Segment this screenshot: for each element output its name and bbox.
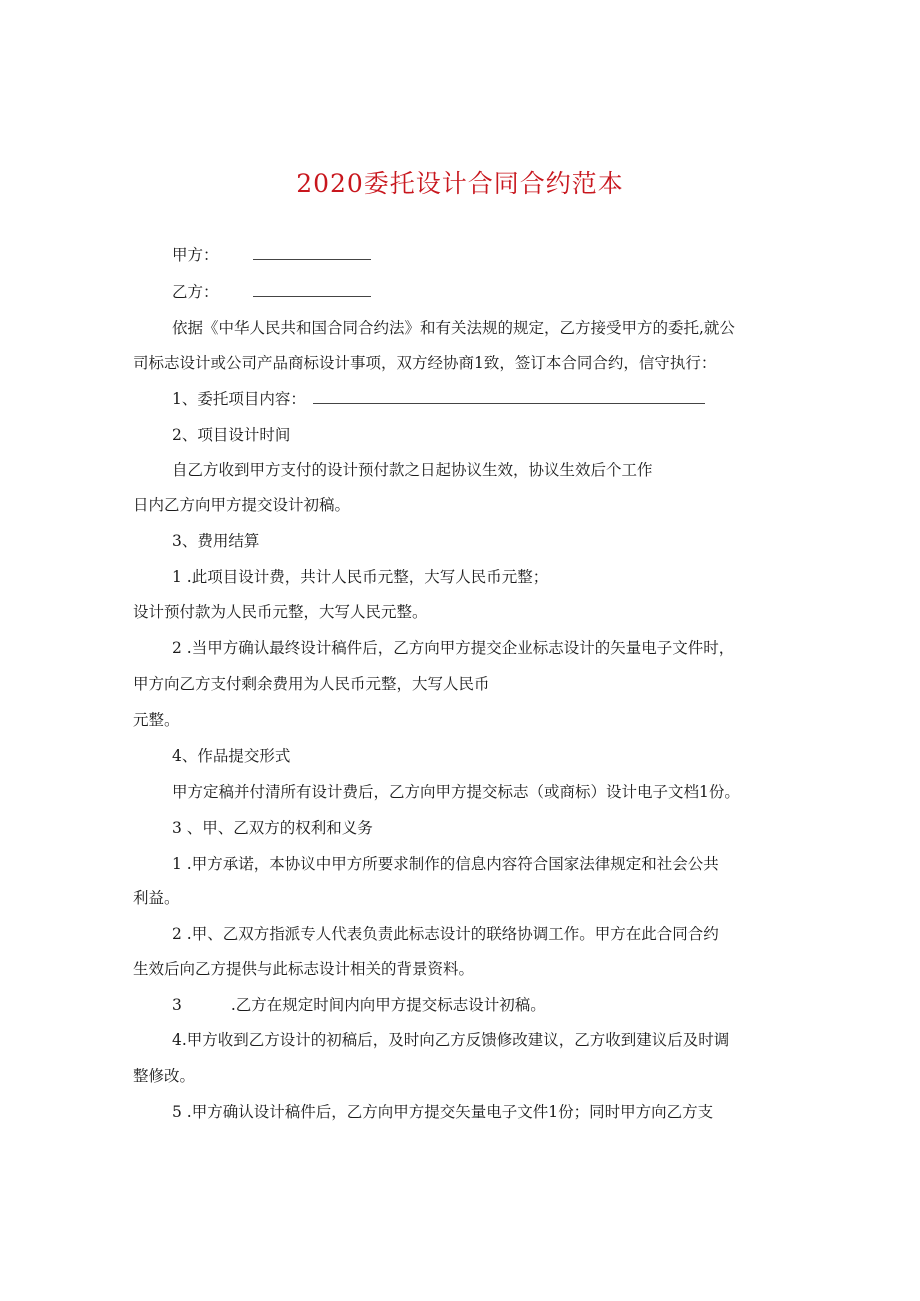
fee-2-line-1: 2 .当甲方确认最终设计稿件后，乙方向甲方提交企业标志设计的矢量电子文件时， [172,639,735,657]
party-a-line [172,244,371,266]
document-title: 2020委托设计合同合约范本 [296,169,624,198]
right-4-line-2: 整修改。 [133,1067,196,1085]
intro-line-1: 依据《中华人民共和国合同合约法》和有关法规的规定，乙方接受甲方的委托,就公 [172,319,735,337]
section-2-line-2: 日内乙方向甲方提交设计初稿。 [133,496,351,514]
right-3-text: .乙方在规定时间内向甲方提交标志设计初稿。 [230,996,546,1014]
party-b-label: 乙方： [172,283,219,301]
party-a-blank [253,245,371,260]
item-1-label: 1、委托项目内容： [172,390,306,408]
right-2-line-1: 2 .甲、乙双方指派专人代表负责此标志设计的联络协调工作。甲方在此合同合约 [172,925,719,943]
fee-1-line-1: 1 .此项目设计费，共计人民币元整，大写人民币元整； [172,568,549,586]
party-a-label: 甲方： [172,246,219,264]
fee-2-line-2: 甲方向乙方支付剩余费用为人民币元整，大写人民币 [133,675,490,693]
right-3-line [172,994,546,1016]
item-1-blank [313,389,705,404]
fee-1-line-2: 设计预付款为人民币元整，大写人民元整。 [133,603,428,621]
section-2-line-1: 自乙方收到甲方支付的设计预付款之日起协议生效，协议生效后个工作 [172,461,653,479]
party-b-blank [253,282,371,297]
item-1-line [172,388,705,410]
right-4-line-1: 4.甲方收到乙方设计的初稿后，及时向乙方反馈修改建议，乙方收到建议后及时调 [172,1031,730,1049]
right-2-line-2: 生效后向乙方提供与此标志设计相关的背景资料。 [133,960,475,978]
intro-line-2: 司标志设计或公司产品商标设计事项，双方经协商1致，签订本合同合约，信守执行： [133,354,717,372]
right-1-line-1: 1 .甲方承诺，本协议中甲方所要求制作的信息内容符合国家法律规定和社会公共 [172,855,719,873]
section-5-heading: 3 、甲、乙双方的权利和义务 [172,819,373,837]
section-4-heading: 4、作品提交形式 [172,747,291,765]
right-3-number: 3 [172,996,182,1014]
fee-2-line-3: 元整。 [133,711,180,729]
section-4-line-1: 甲方定稿并付清所有设计费后，乙方向甲方提交标志（或商标）设计电子文档1份。 [172,783,740,801]
section-3-heading: 3、费用结算 [172,532,260,550]
right-5-line-1: 5 .甲方确认设计稿件后，乙方向甲方提交矢量电子文件1份；同时甲方向乙方支 [172,1103,714,1121]
party-b-line [172,281,371,303]
right-1-line-2: 利益。 [133,889,180,907]
section-2-heading: 2、项目设计时间 [172,426,291,444]
